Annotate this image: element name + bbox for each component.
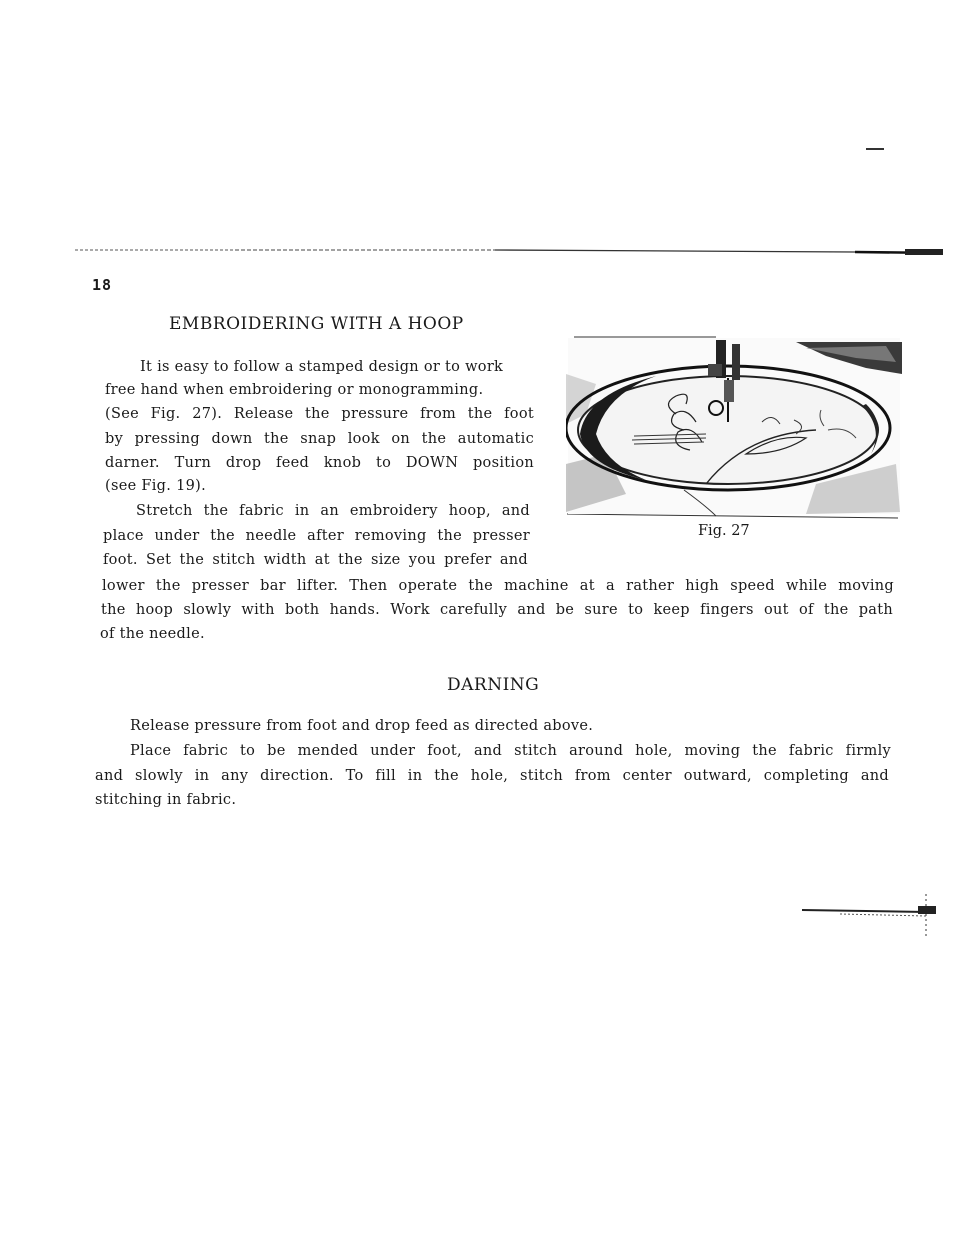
paragraph-line: darner. Turn drop feed knob to DOWN position: [105, 455, 534, 471]
embroidery-hoop-illustration: [566, 334, 902, 520]
page-top-rule: [75, 244, 943, 258]
paragraph-line: stitching in fabric.: [95, 792, 237, 808]
paragraph-line: free hand when embroidering or monogramming.: [105, 382, 484, 398]
paragraph-line: Stretch the fabric in an embroidery hoop, and: [136, 503, 530, 519]
section-heading-embroidering: EMBROIDERING WITH A HOOP: [169, 314, 464, 334]
paragraph-line: foot. Set the stitch width at the size you prefer and: [103, 552, 528, 568]
page-number: 18: [92, 276, 113, 294]
paragraph-line: place under the needle after removing the presser: [103, 528, 530, 544]
paragraph-line: Place fabric to be mended under foot, and stitch around hole, moving the fabric firmly: [130, 743, 891, 759]
paragraph-line: and slowly in any direction. To fill in the hole, stitch from center outward, completing and: [95, 768, 889, 784]
paragraph-line: (See Fig. 27). Release the pressure from the foot: [105, 406, 534, 422]
paragraph-line: by pressing down the snap look on the automatic: [105, 431, 534, 447]
section-heading-darning: DARNING: [447, 675, 540, 695]
paragraph-line: the hoop slowly with both hands. Work carefully and be sure to keep fingers out of the path: [101, 602, 893, 618]
scan-corner-mark: [800, 894, 942, 940]
paragraph-line: It is easy to follow a stamped design or to work: [140, 359, 504, 375]
paragraph-line: (see Fig. 19).: [105, 478, 206, 494]
paragraph-line: of the needle.: [100, 626, 205, 642]
figure-caption: Fig. 27: [698, 523, 750, 539]
scan-dash-mark: [866, 148, 884, 150]
paragraph-line: lower the presser bar lifter. Then operate the machine at a rather high speed while moving: [102, 578, 894, 594]
paragraph-line: Release pressure from foot and drop feed as directed above.: [130, 718, 594, 734]
